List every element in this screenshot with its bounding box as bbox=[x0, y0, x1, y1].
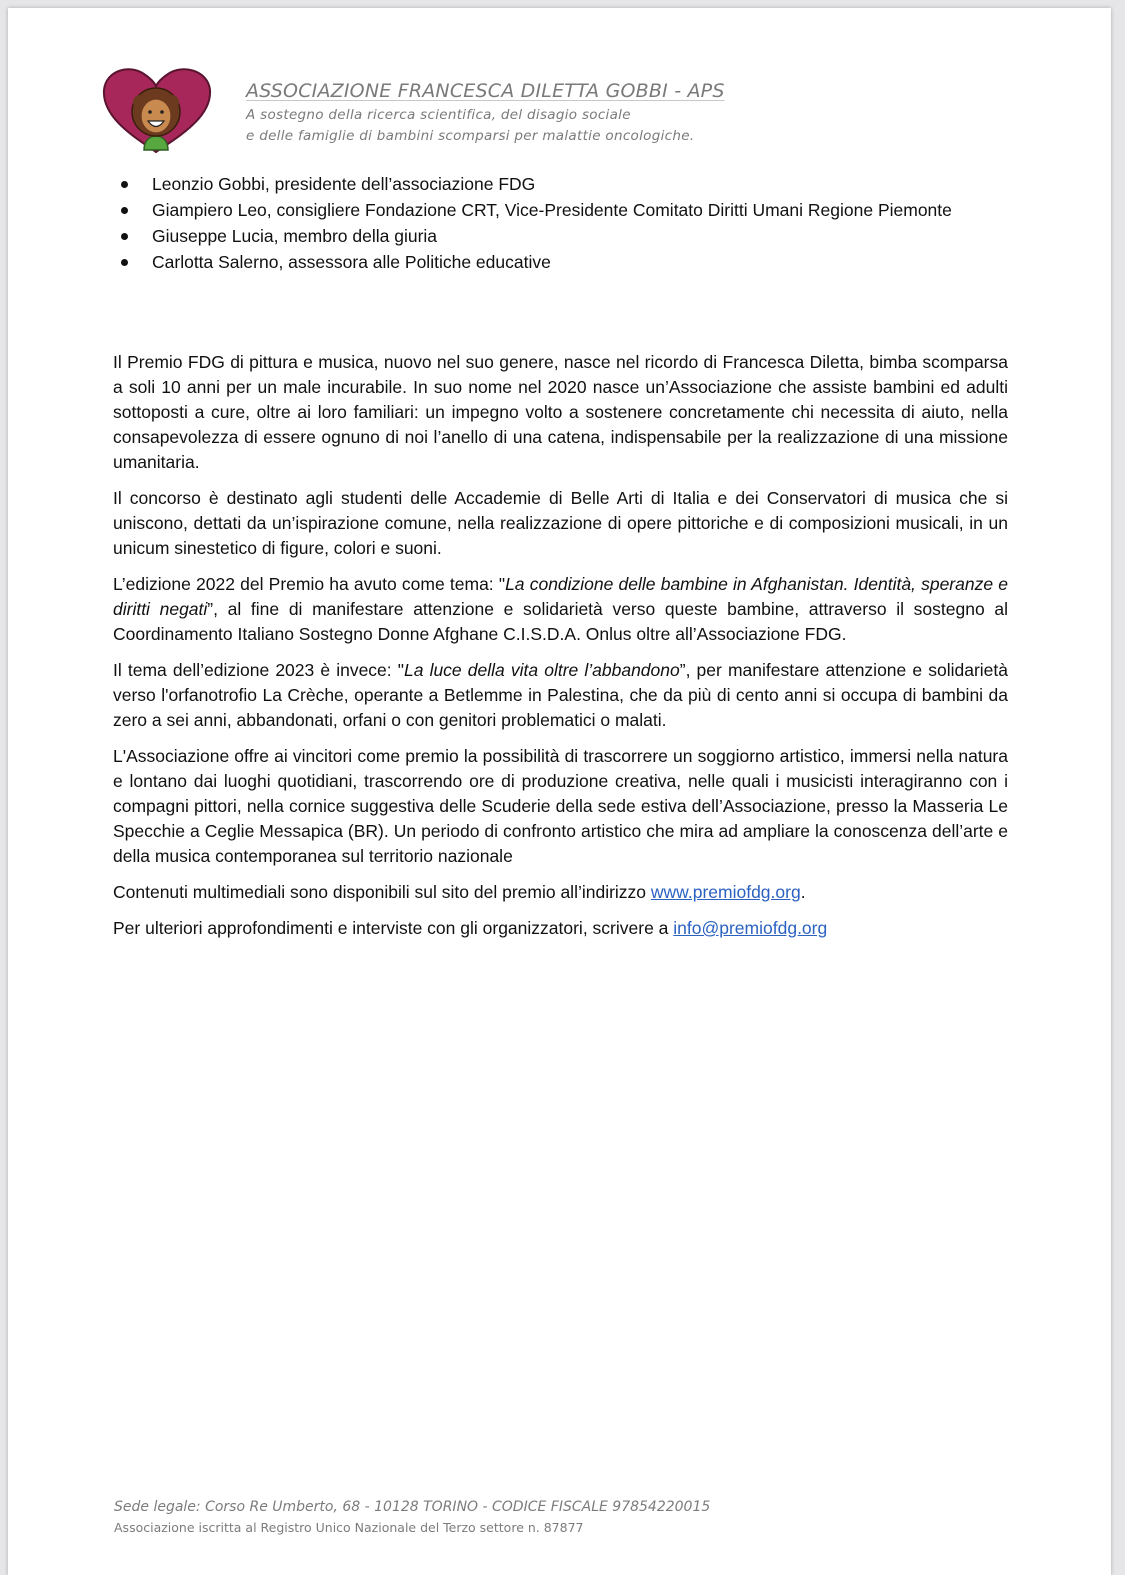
list-item: Giampiero Leo, consigliere Fondazione CRT, Vice-Presidente Comitato Diritti Umani Regione Piemonte bbox=[112, 197, 1072, 223]
email-link[interactable]: info@premiofdg.org bbox=[673, 918, 828, 938]
list-item: Giuseppe Lucia, membro della giuria bbox=[112, 223, 1072, 249]
paragraph-3-start: L’edizione 2022 del Premio ha avuto come tema: " bbox=[113, 574, 506, 594]
paragraph-6 bbox=[113, 880, 1008, 905]
paragraph-2: Il concorso è destinato agli studenti delle Accademie di Belle Arti di Italia e dei Conservatori di musica che si uniscono, dettati da un’ispirazione comune, nella realizzazione di opere pittoriche e di composizioni musicali, in un unicum sinestetico di figure, colori e suoni. bbox=[113, 488, 1008, 558]
paragraph-1: Il Premio FDG di pittura e musica, nuovo nel suo genere, nasce nel ricordo di Francesca Diletta, bimba scomparsa a soli 10 anni per un male incurabile. In suo nome nel 2020 nasce un’Associazione che assiste bambini ed adulti sottoposti a cure, oltre ai loro familiari: un impegno volto a sostenere concretamente chi necessita di aiuto, nella consapevolezza di essere ognuno di noi l’anello di una catena, indispensabile per la realizzazione di una missione umanitaria. bbox=[113, 352, 1008, 472]
list-item: Carlotta Salerno, assessora alle Politiche educative bbox=[112, 249, 1072, 275]
paragraph-7-text: Per ulteriori approfondimenti e interviste con gli organizzatori, scrivere a bbox=[113, 918, 674, 938]
paragraph-4-start: Il tema dell’edizione 2023 è invece: " bbox=[113, 660, 404, 680]
paragraph-4-end: ”, per manifestare attenzione e solidarietà verso l'orfanotrofio La Crèche, operante a Betlemme in Palestina, che da più di cento anni si occupa di bambini da zero a sei anni, abbandonati, orfani o con genitori problematici o malati. bbox=[113, 660, 1008, 730]
list-item: Leonzio Gobbi, presidente dell’associazione FDG bbox=[112, 171, 1072, 197]
organization-header bbox=[246, 80, 1006, 147]
paragraph-5: L'Associazione offre ai vincitori come premio la possibilità di trascorrere un soggiorno artistico, immersi nella natura e lontano dai luoghi quotidiani, trascorrendo ore di produzione creativa, nelle quali i musicisti interagiranno con i compagni pittori, nella cornice suggestiva delle Scuderie della sede estiva dell’Associazione, presso la Masseria Le Specchie a Ceglie Messapica (BR). Un periodo di confronto artistico che mira ad ampliare la conoscenza dell’arte e della musica contemporanea sul territorio nazionale bbox=[113, 746, 1008, 866]
document-body bbox=[113, 350, 1008, 952]
website-link[interactable]: www.premiofdg.org bbox=[650, 882, 801, 902]
organization-tagline-1: A sostegno della ricerca scientifica, del disagio sociale bbox=[246, 107, 631, 123]
heart-girl-logo-icon bbox=[96, 60, 216, 160]
footer-address: Sede legale: Corso Re Umberto, 68 - 10128 TORINO - CODICE FISCALE 97854220015 bbox=[114, 1499, 711, 1515]
paragraph-6-end: . bbox=[800, 882, 806, 902]
paragraph-3 bbox=[113, 572, 1008, 647]
theme-2022: La condizione delle bambine in Afghanistan. Identità, speranze e diritti negati bbox=[113, 574, 1008, 619]
paragraph-4 bbox=[113, 658, 1008, 733]
page-footer bbox=[114, 1496, 1014, 1538]
organization-name: ASSOCIAZIONE FRANCESCA DILETTA GOBBI - APS bbox=[246, 80, 725, 102]
paragraph-7 bbox=[113, 916, 1008, 941]
organization-tagline-2: e delle famiglie di bambini scomparsi per malattie oncologiche. bbox=[246, 128, 695, 144]
paragraph-6-text: Contenuti multimediali sono disponibili sul sito del premio all’indirizzo bbox=[113, 882, 651, 902]
document-page bbox=[8, 8, 1111, 1575]
footer-registry: Associazione iscritta al Registro Unico Nazionale del Terzo settore n. 87877 bbox=[114, 1520, 584, 1535]
paragraph-3-end: ”, al fine di manifestare attenzione e solidarietà verso queste bambine, attraverso il sostegno al Coordinamento Italiano Sostegno Donne Afghane C.I.S.D.A. Onlus oltre all’Associazione FDG. bbox=[113, 599, 1008, 644]
speakers-list bbox=[112, 171, 1072, 275]
theme-2023: La luce della vita oltre l’abbandono bbox=[403, 660, 680, 680]
